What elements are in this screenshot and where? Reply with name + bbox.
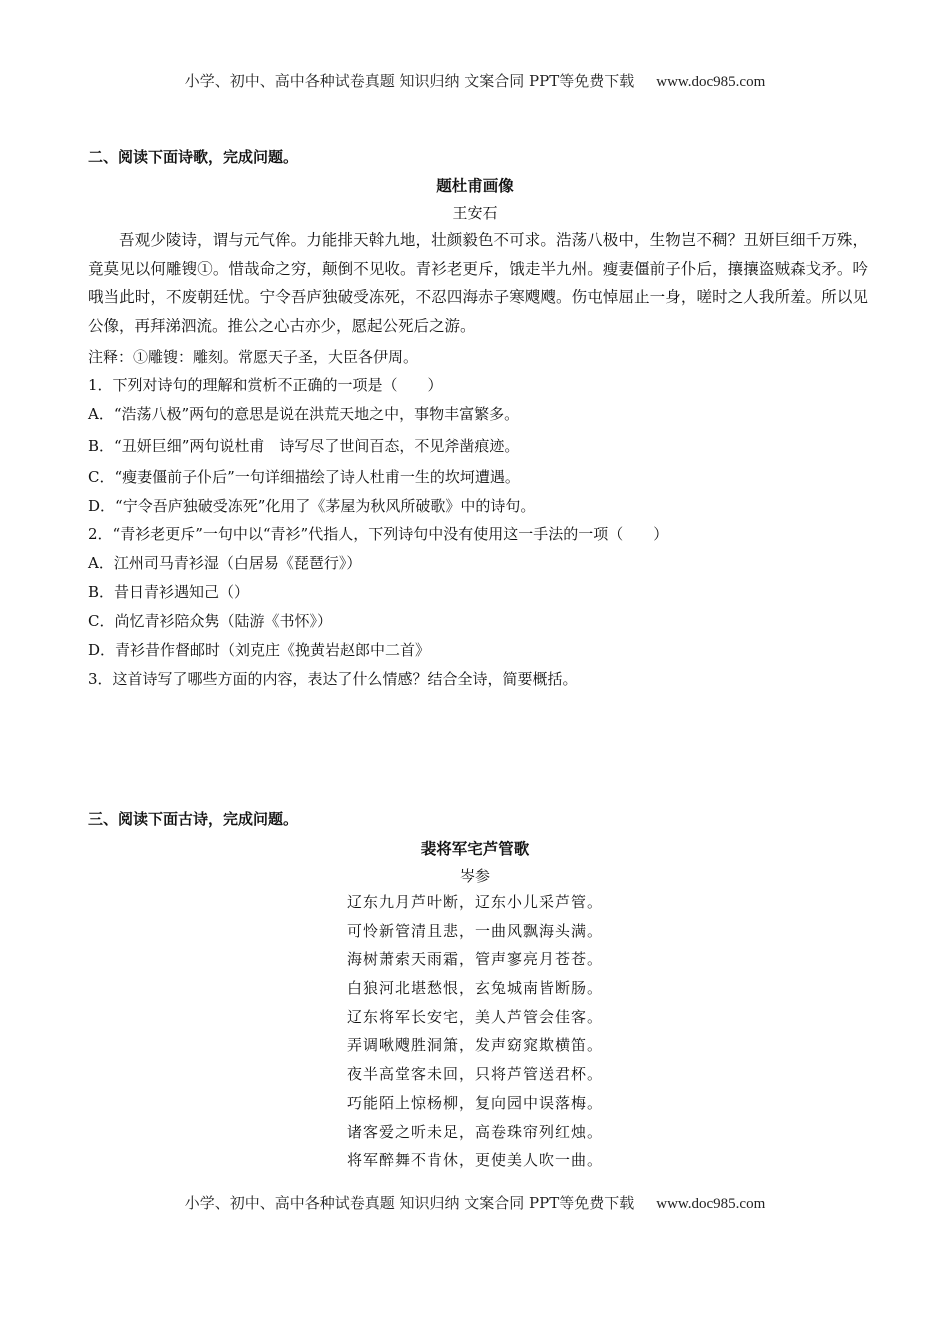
q2-stem: 2．“青衫老更斥”一句中以“青衫”代指人，下列诗句中没有使用这一手法的一项（ ） [88, 525, 669, 543]
footer-text: 小学、初中、高中各种试卷真题 知识归纳 文案合同 PPT等免费下载 [184, 1194, 635, 1212]
page-footer [0, 1192, 950, 1213]
section2-heading: 二、阅读下面诗歌，完成问题。 [88, 148, 299, 166]
q2-option-c: C．尚忆青衫陪众隽（陆游《书怀》） [88, 612, 332, 630]
poem-line: 弄调啾飕胜洞箫，发声窈窕欺横笛。 [346, 1036, 603, 1055]
poem-line: 夜半高堂客未回，只将芦管送君杯。 [346, 1065, 603, 1084]
section3-heading: 三、阅读下面古诗，完成问题。 [88, 810, 299, 828]
section2-poem-body: 吾观少陵诗，谓与元气侔。力能排天斡九地，壮颜毅色不可求。浩荡八极中，生物岂不稠？丑妍巨细千万殊，竟莫见以何雕锼①。惜哉命之穷，颠倒不见收。青衫老更斥，饿走半九州。瘦妻僵前子仆后，攘攘盗贼森戈矛。吟哦当此时，不废朝廷忧。宁令吾庐独破受冻死，不忍四海赤子寒飕飕。伤屯悼屈止一身，嗟时之人我所羞。所以见公像，再拜涕泗流。推公之心古亦少，愿起公死后之游。 [88, 231, 868, 335]
footer-url[interactable]: www.doc985.com [656, 1196, 766, 1212]
header-text: 小学、初中、高中各种试卷真题 知识归纳 文案合同 PPT等免费下载 [184, 72, 635, 90]
poem-line: 辽东将军长安宅，美人芦管会佳客。 [346, 1007, 603, 1026]
poem-line: 将军醉舞不肯休，更使美人吹一曲。 [346, 1151, 603, 1170]
q1-option-b: B．“丑妍巨细”两句说杜甫 诗写尽了世间百态，不见斧凿痕迹。 [88, 437, 520, 455]
q1-stem: 1．下列对诗句的理解和赏析不正确的一项是（ ） [88, 376, 443, 394]
poem-line: 巧能陌上惊杨柳，复向园中误落梅。 [346, 1093, 603, 1112]
poem-line: 海树萧索天雨霜，管声寥亮月苍苍。 [346, 950, 603, 969]
section2-poem-title: 题杜甫画像 [436, 176, 514, 195]
poem-line: 白狼河北堪愁恨，玄兔城南皆断肠。 [346, 979, 603, 998]
poem-line: 诸客爱之听未足，高卷珠帘列红烛。 [346, 1122, 603, 1141]
section2-note: 注释：①雕锼：雕刻。常愿天子圣，大臣各伊周。 [88, 348, 419, 366]
q2-option-d: D．青衫昔作督邮时（刘克庄《挽黄岩赵郎中二首》 [88, 641, 431, 659]
q1-option-a: A．“浩荡八极”两句的意思是说在洪荒天地之中，事物丰富繁多。 [88, 405, 520, 423]
q3-stem: 3．这首诗写了哪些方面的内容，表达了什么情感？结合全诗，简要概括。 [88, 670, 578, 688]
section2-author: 王安石 [452, 204, 498, 222]
page-header [0, 70, 950, 91]
section3-author: 岑参 [459, 867, 490, 885]
section3-poem-lines [0, 888, 950, 1175]
poem-line: 辽东九月芦叶断，辽东小儿采芦管。 [346, 893, 603, 911]
q1-option-c: C．“瘦妻僵前子仆后”一句详细描绘了诗人杜甫一生的坎坷遭遇。 [88, 468, 520, 486]
header-url[interactable]: www.doc985.com [656, 74, 766, 90]
q1-option-d: D．“宁令吾庐独破受冻死”化用了《茅屋为秋风所破歌》中的诗句。 [88, 497, 536, 515]
section3-poem-title: 裴将军宅芦管歌 [420, 839, 530, 858]
poem-line: 可怜新管清且悲，一曲风飘海头满。 [346, 921, 603, 940]
q2-option-b: B．昔日青衫遇知己（） [88, 583, 250, 601]
q2-option-a: A．江州司马青衫湿（白居易《琵琶行》） [88, 554, 362, 572]
